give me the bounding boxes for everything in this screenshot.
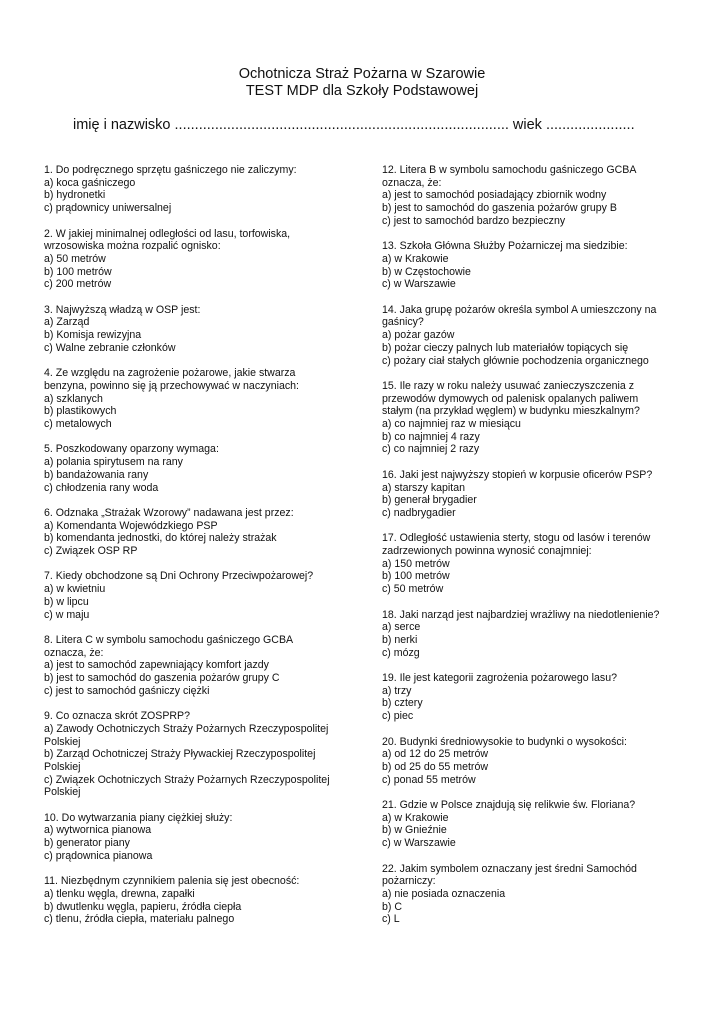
answer-option: a) nie posiada oznaczenia [382, 887, 506, 900]
answer-option: c) prądownica pianowa [44, 849, 153, 862]
answer-option: a) jest to samochód zapewniający komfort jazdy [44, 659, 269, 672]
question-text: 10. Do wytwarzania piany ciężkiej służy: [44, 811, 233, 824]
document-title: Ochotnicza Straż Pożarna w Szarowie [238, 66, 486, 82]
answer-option: b) Zarząd Ochotniczej Straży Pływackiej Rzeczypospolitej Polskiej [44, 748, 316, 773]
question-15 [382, 380, 698, 456]
question-text: 14. Jaka grupę pożarów określa symbol A umieszczony na gaśnicy? [382, 303, 657, 329]
question-5 [44, 443, 360, 494]
answer-option: c) ponad 55 metrów [382, 773, 476, 786]
question-text: 1. Do podręcznego sprzętu gaśniczego nie zaliczymy: [44, 164, 297, 176]
answer-option: a) trzy [382, 684, 412, 697]
answer-option: a) wytwornica pianowa [44, 824, 152, 837]
answer-option: a) serce [382, 621, 421, 634]
answer-option: b) generator piany [44, 837, 130, 850]
question-17 [382, 532, 698, 596]
answer-option: b) plastikowych [44, 405, 117, 418]
answer-option: b) jest to samochód do gaszenia pożarów grupy B [382, 202, 617, 215]
answer-option: a) 150 metrów [382, 557, 450, 570]
question-text: 11. Niezbędnym czynnikiem palenia się jest obecność: [44, 875, 300, 888]
answer-option: a) od 12 do 25 metrów [382, 748, 488, 761]
document-header [0, 66, 724, 100]
answer-option: c) w maju [44, 608, 90, 621]
question-text: 22. Jakim symbolem oznaczany jest średni Samochód pożarniczy: [382, 862, 637, 888]
question-text: 12. Litera B w symbolu samochodu gaśniczego GCBA oznacza, że: [382, 164, 637, 189]
answer-option: c) metalowych [44, 418, 112, 431]
answer-option: c) Związek OSP RP [44, 545, 138, 558]
answer-option: c) pożary ciał stałych głównie pochodzenia organicznego [382, 354, 649, 367]
answer-option: a) w Krakowie [382, 252, 449, 265]
question-text: 8. Litera C w symbolu samochodu gaśniczego GCBA oznacza, że: [44, 633, 294, 659]
answer-option: b) 100 metrów [382, 570, 450, 583]
answer-option: c) w Warszawie [382, 837, 456, 850]
question-text: 4. Ze względu na zagrożenie pożarowe, jakie stwarza benzyna, powinno się ją przechowywać w naczyniach: [44, 367, 299, 392]
question-text: 20. Budynki średniowysokie to budynki o wysokości: [382, 735, 627, 748]
answer-option: a) Zarząd [44, 316, 90, 329]
answer-option: c) prądownicy uniwersalnej [44, 202, 172, 215]
question-11 [44, 875, 360, 926]
question-text: 21. Gdzie w Polsce znajdują się relikwie św. Floriana? [382, 799, 636, 812]
question-18 [382, 609, 698, 660]
answer-option: c) Związek Ochotniczych Straży Pożarnych Rzeczypospolitej Polskiej [44, 773, 330, 799]
question-text: 19. Ile jest kategorii zagrożenia pożarowego lasu? [382, 672, 617, 685]
answer-option: b) nerki [382, 633, 418, 646]
question-3 [44, 304, 360, 355]
answer-option: a) co najmniej raz w miesiącu [382, 418, 521, 431]
document-subtitle: TEST MDP dla Szkoły Podstawowej [245, 83, 479, 99]
answer-option: c) 50 metrów [382, 583, 444, 596]
answer-option: a) pożar gazów [382, 329, 455, 342]
question-8 [44, 634, 360, 698]
answer-option: c) jest to samochód gaśniczy ciężki [44, 684, 210, 697]
question-7 [44, 570, 360, 621]
answer-option: a) w Krakowie [382, 811, 449, 824]
question-text: 13. Szkoła Główna Służby Pożarniczej ma siedzibie: [382, 240, 628, 253]
answer-option: b) jest to samochód do gaszenia pożarów grupy C [44, 672, 280, 685]
answer-option: b) pożar cieczy palnych lub materiałów topiących się [382, 341, 629, 354]
question-2 [44, 228, 360, 292]
left-question-column [44, 164, 360, 939]
question-text: 15. Ile razy w roku należy usuwać zanieczyszczenia z przewodów dymowych od palenisk opalanych paliwem stałym (na przykład węglem) w budynku mieszkalnym? [382, 379, 640, 418]
answer-option: b) bandażowania rany [44, 468, 149, 481]
question-19 [382, 672, 698, 723]
question-text: 5. Poszkodowany oparzony wymaga: [44, 443, 219, 456]
question-20 [382, 736, 698, 787]
answer-option: c) chłodzenia rany woda [44, 481, 159, 494]
question-9 [44, 710, 360, 799]
answer-option: b) cztery [382, 697, 423, 710]
answer-option: b) C [382, 900, 403, 913]
answer-option: c) mózg [382, 646, 420, 659]
question-12 [382, 164, 698, 228]
question-text: 16. Jaki jest najwyższy stopień w korpusie oficerów PSP? [382, 468, 653, 481]
answer-option: b) 100 metrów [44, 265, 112, 278]
answer-option: b) co najmniej 4 razy [382, 430, 480, 443]
answer-option: c) jest to samochód bardzo bezpieczny [382, 214, 566, 227]
question-text: 2. W jakiej minimalnej odległości od lasu, torfowiska, wrzosowiska można rozpalić ognisko: [44, 227, 291, 253]
answer-option: b) Komisja rewizyjna [44, 329, 142, 342]
answer-option: b) w lipcu [44, 595, 89, 608]
answer-option: b) w Gnieźnie [382, 824, 447, 837]
question-text: 3. Najwyższą władzą w OSP jest: [44, 303, 201, 316]
answer-option: a) koca gaśniczego [44, 176, 136, 189]
answer-option: b) generał brygadier [382, 494, 477, 507]
question-text: 18. Jaki narząd jest najbardziej wrażliwy na niedotlenienie? [382, 608, 660, 621]
question-16 [382, 469, 698, 520]
answer-option: a) Komendanta Wojewódzkiego PSP [44, 519, 218, 532]
question-text: 6. Odznaka „Strażak Wzorowy” nadawana jest przez: [44, 506, 294, 519]
answer-option: b) od 25 do 55 metrów [382, 760, 488, 773]
question-14 [382, 304, 698, 368]
question-text: 17. Odległość ustawienia sterty, stogu od lasów i terenów zadrzewionych powinna wynosić conajmniej: [382, 532, 651, 558]
answer-option: c) Walne zebranie członków [44, 341, 176, 354]
answer-option: c) tlenu, źródła ciepła, materiału palnego [44, 913, 235, 926]
question-21 [382, 799, 698, 850]
answer-option: a) w kwietniu [44, 583, 106, 596]
answer-option: b) dwutlenku węgla, papieru, źródła ciepła [44, 900, 242, 913]
right-question-column [382, 164, 698, 939]
answer-option: c) co najmniej 2 razy [382, 443, 480, 456]
answer-option: a) jest to samochód posiadający zbiornik wodny [382, 189, 607, 202]
answer-option: a) Zawody Ochotniczych Straży Pożarnych Rzeczypospolitej Polskiej [44, 722, 329, 748]
answer-option: a) szklanych [44, 392, 103, 405]
answer-option: a) starszy kapitan [382, 481, 466, 494]
name-age-field: imię i nazwisko ................................................................................... wiek ...................... [73, 117, 635, 133]
question-1 [44, 164, 360, 215]
question-text: 7. Kiedy obchodzone są Dni Ochrony Przeciwpożarowej? [44, 570, 314, 583]
answer-option: b) komendanta jednostki, do której należy strażak [44, 532, 277, 545]
question-22 [382, 863, 698, 927]
answer-option: a) polania spirytusem na rany [44, 456, 183, 469]
answer-option: c) L [382, 913, 400, 926]
question-6 [44, 507, 360, 558]
question-4 [44, 367, 360, 431]
answer-option: c) nadbrygadier [382, 506, 456, 519]
answer-option: a) 50 metrów [44, 252, 106, 265]
answer-option: c) w Warszawie [382, 278, 456, 291]
answer-option: a) tlenku węgla, drewna, zapałki [44, 887, 195, 900]
answer-option: b) w Częstochowie [382, 265, 471, 278]
answer-option: b) hydronetki [44, 189, 106, 202]
answer-option: c) 200 metrów [44, 278, 112, 291]
question-text: 9. Co oznacza skrót ZOSPRP? [44, 710, 191, 723]
question-10 [44, 812, 360, 863]
question-13 [382, 240, 698, 291]
answer-option: c) piec [382, 710, 414, 723]
